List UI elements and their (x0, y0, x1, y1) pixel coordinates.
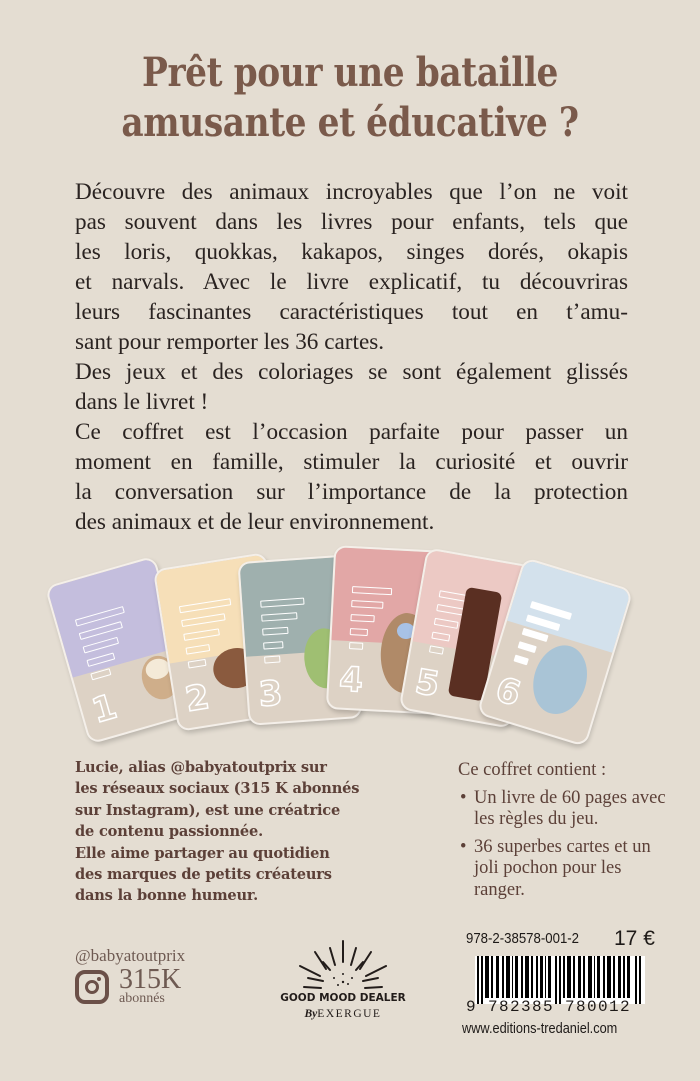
price: 17 € (614, 927, 655, 950)
follower-count (119, 964, 182, 1006)
card-stat-bars (260, 598, 309, 671)
imprint-name: EXERGUE (317, 1008, 382, 1020)
title-line-2: amusante et éducative ? (121, 99, 579, 146)
publisher-imprint (268, 1008, 418, 1020)
bio-line: Elle aime partager au quotidien (75, 844, 330, 862)
imprint-by: By (304, 1008, 318, 1020)
description-line: des animaux et de leur environnement. (75, 509, 435, 535)
barcode-digits: 9 782385 780012 (466, 998, 632, 1016)
box-contents-item: • Un livre de 60 pages avec les règles du jeu. (458, 788, 668, 831)
author-bio (75, 757, 395, 907)
card-number: 6 (490, 669, 526, 715)
card-fan-illustration (0, 540, 700, 755)
description-line: sant pour remporter les 36 cartes. (75, 329, 385, 355)
instagram-icon (75, 970, 109, 1004)
box-contents (458, 760, 668, 907)
box-contents-list (458, 788, 668, 902)
description-line: et narvals. Avec le livre explicatif, tu découvriras (75, 269, 628, 295)
description-paragraph-1 (75, 177, 628, 357)
card-number: 4 (338, 659, 365, 701)
page-title (49, 48, 651, 148)
sunburst-icon (268, 938, 418, 992)
description-line: la conversation sur l’importance de la protection (75, 479, 628, 505)
description-line: moment en famille, stimuler la curiosité et ouvrir (75, 449, 628, 475)
isbn-code: 978-2-38578-001-2 (466, 930, 580, 947)
description-line: Ce coffret est l’occasion parfaite pour passer un (75, 419, 628, 445)
description-line: Des jeux et des coloriages se sont également glissés (75, 359, 628, 385)
description-line: dans le livret ! (75, 389, 209, 415)
description-line: Découvre des animaux incroyables que l’on ne voit (75, 179, 628, 205)
publisher-brand: GOOD MOOD DEALER (280, 992, 406, 1004)
bio-line: Lucie, alias @babyatoutprix sur (75, 759, 327, 776)
description-line: pas souvent dans les livres pour enfants, tels que (75, 209, 628, 235)
barcode (475, 956, 645, 1004)
description-paragraph-2 (75, 357, 628, 417)
bio-line: des marques de petits créateurs (75, 866, 332, 884)
description-paragraph-3 (75, 417, 628, 537)
social-block (75, 946, 185, 1006)
bio-line: les réseaux sociaux (315 K abonnés (75, 780, 360, 798)
isbn-block (466, 927, 655, 950)
bio-line: sur Instagram), est une créatrice (75, 801, 341, 819)
title-line-1: Prêt pour une bataille (142, 49, 558, 96)
card-number: 3 (257, 673, 284, 715)
card-number: 2 (182, 676, 213, 721)
description (75, 177, 628, 537)
publisher-website: www.editions-tredaniel.com (462, 1021, 618, 1037)
bio-line: de contenu passionnée. (75, 823, 263, 841)
social-handle: @babyatoutprix (75, 946, 186, 965)
box-contents-header: Ce coffret contient : (458, 760, 607, 780)
description-line: leurs fascinantes caractéristiques tout en t’amu- (75, 299, 628, 325)
box-contents-item: • 36 superbes cartes et un joli pochon pour les ranger. (458, 837, 668, 902)
card-number: 5 (412, 661, 443, 706)
description-line: les loris, quokkas, kakapos, singes dorés, okapis (75, 239, 628, 265)
follower-count-label: abonnés (119, 991, 165, 1006)
follower-count-value: 315K (119, 964, 182, 995)
card-number: 1 (87, 686, 122, 732)
publisher-logo (268, 938, 418, 1028)
bio-line: dans la bonne humeur. (75, 887, 258, 905)
